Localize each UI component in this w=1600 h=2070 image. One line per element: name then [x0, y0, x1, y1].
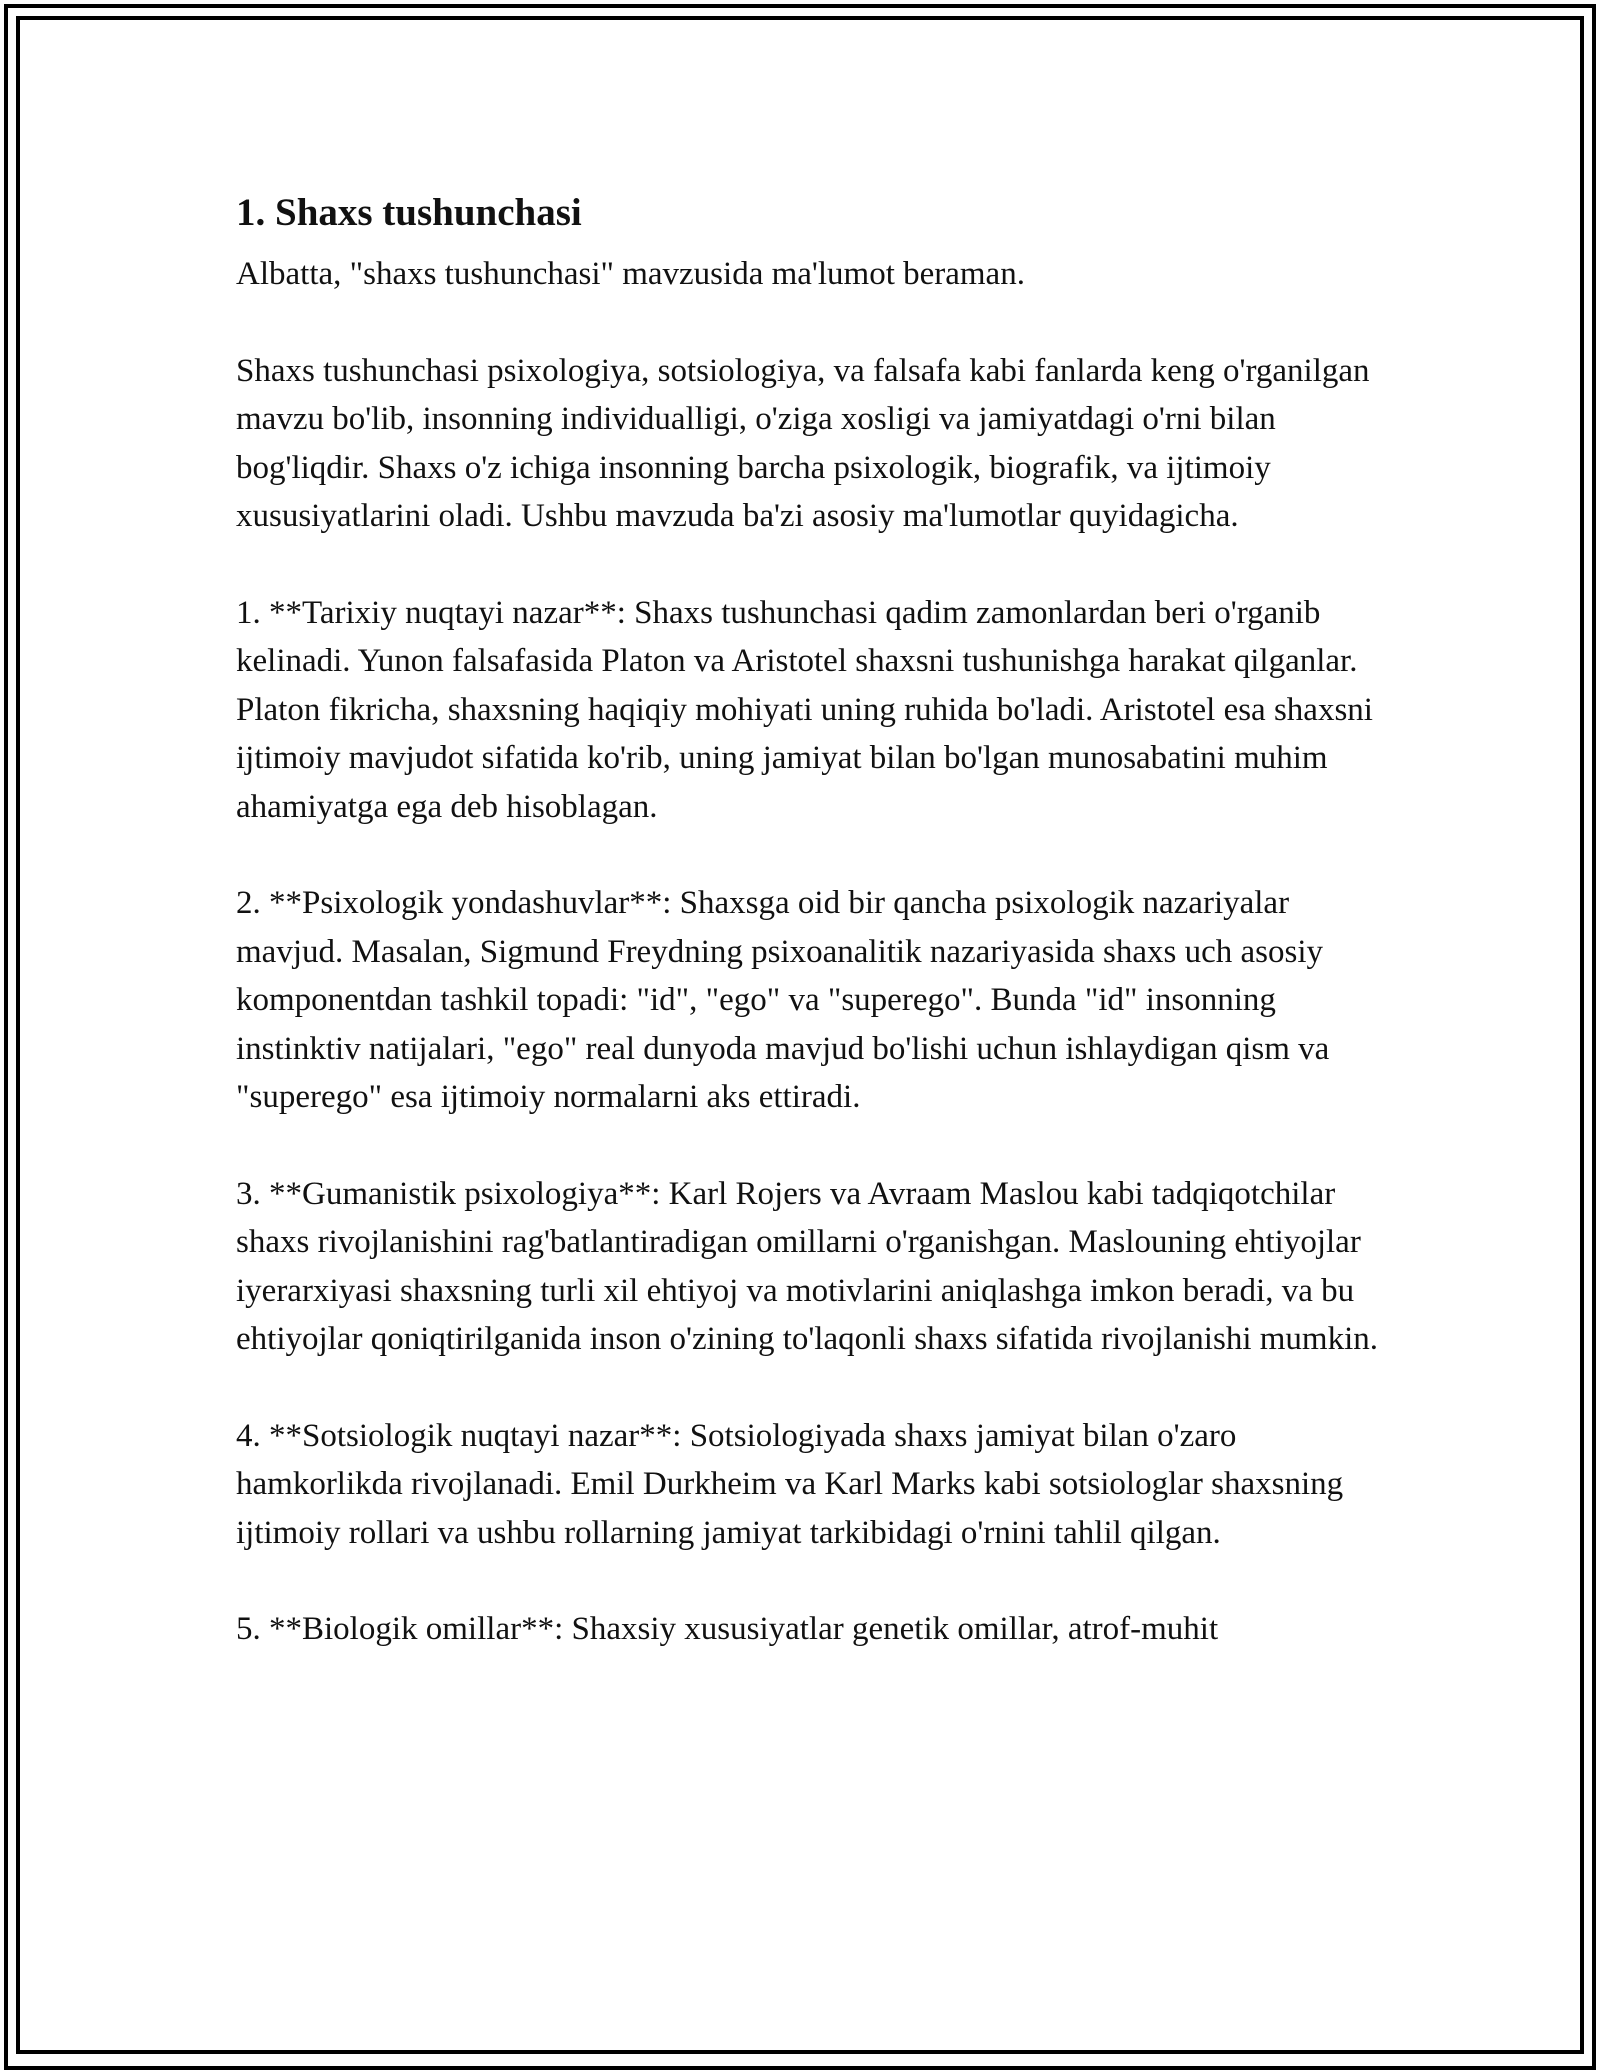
paragraph-point-5: 5. **Biologik omillar**: Shaxsiy xususiyatlar genetik omillar, atrof-muhit	[236, 1611, 1219, 1647]
document-body	[236, 188, 1396, 1654]
paragraph-intro: Albatta, "shaxs tushunchasi" mavzusida ma'lumot beraman.	[236, 256, 1025, 292]
paragraph-point-1: 1. **Tarixiy nuqtayi nazar**: Shaxs tushunchasi qadim zamonlardan beri o'rganib kelinadi. Yunon falsafasida Platon va Aristotel shaxsni tushunishga harakat qilganlar. Platon fikricha, shaxsning haqiqiy mohiyati uning ruhida bo'ladi. Aristotel esa shaxsni ijtimoiy mavjudot sifatida ko'rib, uning jamiyat bilan bo'lgan munosabatini muhim ahamiyatga ega deb hisoblagan.	[236, 594, 1373, 825]
paragraph-point-3: 3. **Gumanistik psixologiya**: Karl Rojers va Avraam Maslou kabi tadqiqotchilar shaxs rivojlanishini rag'batlantiradigan omillarni o'rganishgan. Maslouning ehtiyojlar iyerarxiyasi shaxsning turli xil ehtiyoj va motivlarini aniqlashga imkon beradi, va bu ehtiyojlar qoniqtirilganida inson o'zining to'laqonli shaxs sifatida rivojlanishi mumkin.	[236, 1175, 1378, 1357]
paragraph-point-2: 2. **Psixologik yondashuvlar**: Shaxsga oid bir qancha psixologik nazariyalar mavjud. Masalan, Sigmund Freydning psixoanalitik nazariyasida shaxs uch asosiy komponentdan tashkil topadi: "id", "ego" va "superego". Bunda "id" insonning instinktiv natijalari, "ego" real dunyoda mavjud bo'lishi uchun ishlaydigan qism va "superego" esa ijtimoiy normalarni aks ettiradi.	[236, 885, 1330, 1115]
document-title: 1. Shaxs tushunchasi	[236, 191, 582, 234]
paragraph-overview: Shaxs tushunchasi psixologiya, sotsiologiya, va falsafa kabi fanlarda keng o'rganilgan mavzu bo'lib, insonning individualligi, o'ziga xosligi va jamiyatdagi o'rni bilan bog'liqdir. Shaxs o'z ichiga insonning barcha psixologik, biografik, va ijtimoiy xususiyatlarini oladi. Ushbu mavzuda ba'zi asosiy ma'lumotlar quyidagicha.	[236, 352, 1370, 534]
paragraph-point-4: 4. **Sotsiologik nuqtayi nazar**: Sotsiologiyada shaxs jamiyat bilan o'zaro hamkorlikda rivojlanadi. Emil Durkheim va Karl Marks kabi sotsiologlar shaxsning ijtimoiy rollari va ushbu rollarning jamiyat tarkibidagi o'rnini tahlil qilgan.	[236, 1417, 1344, 1551]
